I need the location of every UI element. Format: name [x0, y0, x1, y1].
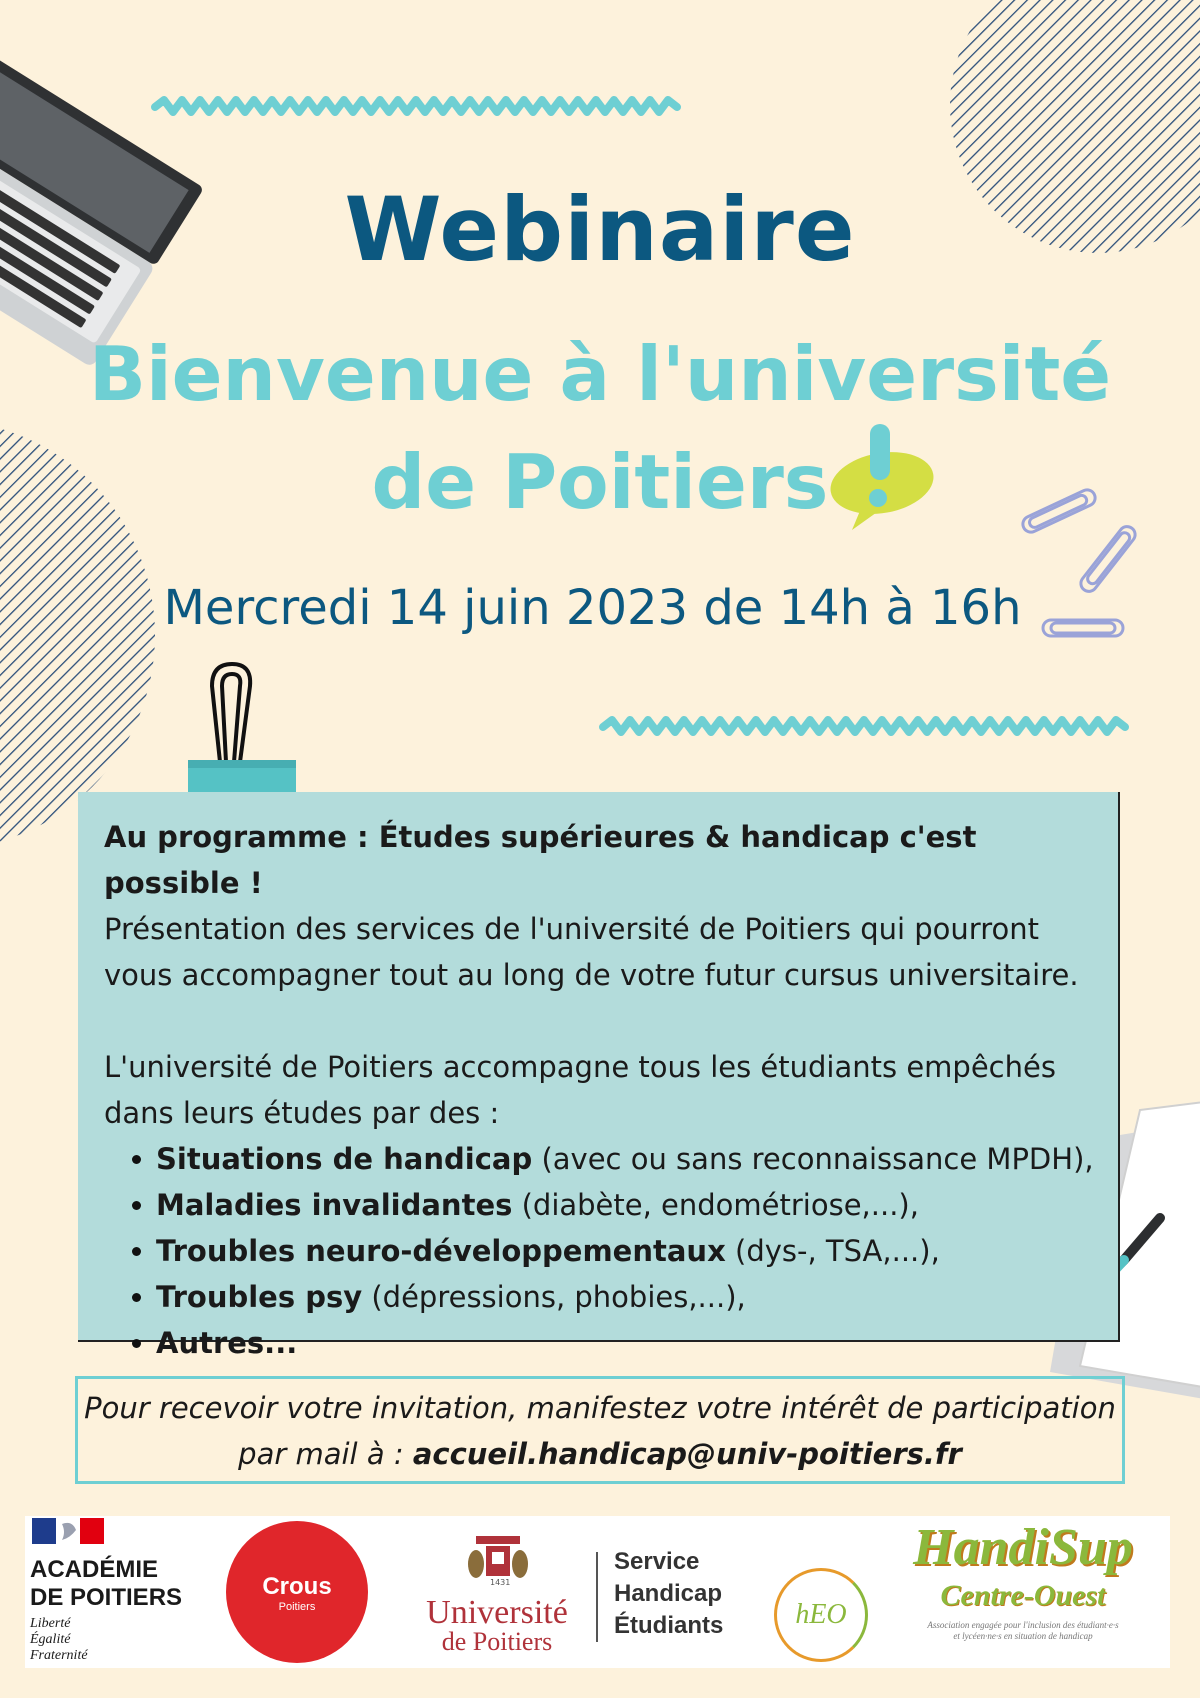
service-handicap-logo [614, 1546, 723, 1642]
motto-line: Fraternité [30, 1648, 88, 1663]
zigzag-decoration [150, 94, 685, 120]
program-paragraph: L'université de Poitiers accompagne tous les étudiants empêchés [104, 1050, 1056, 1084]
list-item: Troubles neuro-développementaux (dys-, TSA,...), [156, 1228, 1104, 1274]
crous-city: Poitiers [278, 1601, 316, 1613]
list-item: Maladies invalidantes (diabète, endométriose,...), [156, 1182, 1104, 1228]
email-link[interactable]: accueil.handicap@univ-poitiers.fr [412, 1437, 962, 1471]
motto-line: Liberté [30, 1616, 71, 1631]
marianne-flag-icon [32, 1518, 104, 1544]
academie-logo [30, 1518, 220, 1664]
university-logo [402, 1536, 592, 1654]
subtitle-line: de Poitiers [371, 438, 829, 526]
service-line: Service [614, 1548, 700, 1575]
contact-line: Pour recevoir votre invitation, manifestez votre intérêt de participation [84, 1391, 1116, 1425]
handisup-region: Centre-Ouest [940, 1579, 1106, 1612]
list-item: Autres... [156, 1320, 1104, 1366]
handisup-tagline: Association engagée pour l'inclusion des étudiant·e·s [927, 1620, 1119, 1630]
logo-divider [596, 1552, 598, 1642]
heo-logo: hEO [774, 1568, 868, 1662]
handisup-tagline: et lycéen·ne·s en situation de handicap [953, 1631, 1093, 1641]
university-name: de Poitiers [441, 1627, 553, 1656]
motto-line: Égalité [30, 1632, 71, 1647]
program-list [104, 1136, 1104, 1366]
list-item: Troubles psy (dépressions, phobies,...), [156, 1274, 1104, 1320]
page-title: Webinaire [344, 178, 856, 281]
program-heading: Au programme : Études supérieures & handicap c'est possible ! [104, 820, 977, 900]
zigzag-decoration [598, 714, 1133, 740]
program-text [104, 814, 1104, 1366]
crous-logo [226, 1521, 368, 1663]
academie-name: ACADÉMIE [30, 1556, 159, 1583]
crous-name: Crous [262, 1573, 332, 1600]
service-line: Handicap [614, 1580, 723, 1607]
university-name: Université [426, 1594, 568, 1631]
program-paragraph: vous accompagner tout au long de votre futur cursus universitaire. [104, 958, 1079, 992]
university-year: 1431 [490, 1578, 511, 1586]
academie-name: DE POITIERS [30, 1584, 183, 1611]
list-item: Situations de handicap (avec ou sans reconnaissance MPDH), [156, 1136, 1104, 1182]
handisup-name: HandiSup [913, 1519, 1133, 1576]
service-line: Étudiants [614, 1612, 724, 1639]
program-paragraph: Présentation des services de l'université de Poitiers qui pourront [104, 912, 1039, 946]
contact-box [75, 1376, 1125, 1484]
event-date: Mercredi 14 juin 2023 de 14h à 16h [163, 580, 1022, 636]
handisup-logo [878, 1518, 1168, 1642]
program-paragraph: dans leurs études par des : [104, 1096, 500, 1130]
subtitle-line: Bienvenue à l'université [88, 330, 1112, 418]
contact-line: par mail à : accueil.handicap@univ-poitiers.fr [238, 1437, 962, 1471]
subtitle [0, 320, 1200, 536]
